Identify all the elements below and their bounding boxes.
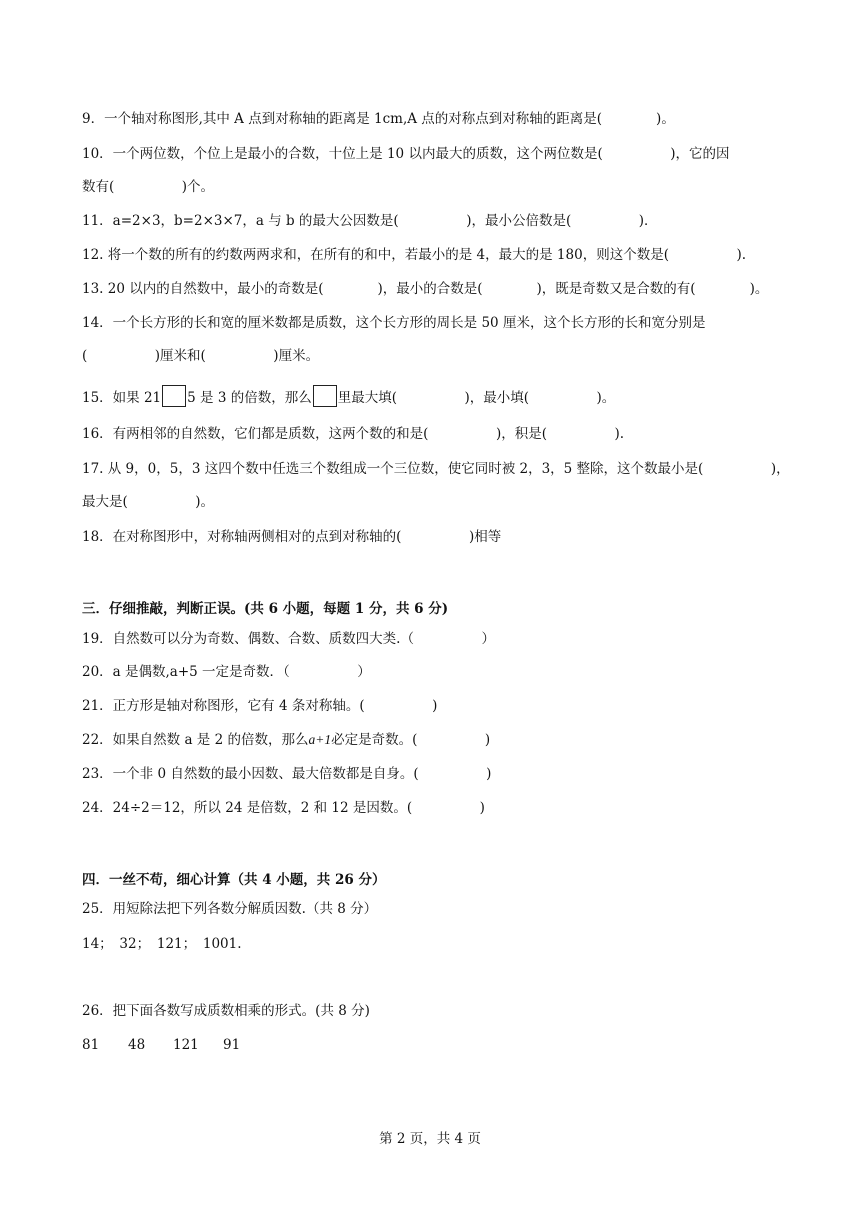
question-17-line-1: 17. 从 9，0，5，3 这四个数中任选三个数组成一个三位数，使它同时被 2，3，5 整除，这个数最小是( )，: [82, 461, 790, 477]
question-15-part-3: 里最大填( )，最小填( )。: [337, 390, 616, 406]
number-121: 121: [173, 1037, 199, 1053]
question-10-line-2: 数有( )个。: [82, 179, 215, 195]
question-19: 19．自然数可以分为奇数、偶数、合数、质数四大类.（ ）: [82, 631, 495, 647]
answer-box: [162, 385, 186, 407]
question-23: 23．一个非 0 自然数的最小因数、最大倍数都是自身。( ): [82, 766, 492, 782]
section-3-heading: 三．仔细推敲，判断正误。(共 6 小题，每题 1 分，共 6 分): [82, 601, 449, 617]
question-21: 21．正方形是轴对称图形，它有 4 条对称轴。( ): [82, 698, 438, 714]
number-48: 48: [128, 1037, 146, 1053]
question-13: 13. 20 以内的自然数中，最小的奇数是( )，最小的合数是( )，既是奇数又是合数的有( )。: [82, 281, 769, 297]
number-81: 81: [82, 1037, 100, 1053]
question-26-numbers: [82, 1036, 240, 1054]
question-12: 12. 将一个数的所有的约数两两求和，在所有的和中，若最小的是 4，最大的是 180，则这个数是( ).: [82, 247, 747, 263]
question-18: 18．在对称图形中，对称轴两侧相对的点到对称轴的( )相等: [82, 529, 502, 545]
question-11: 11．a=2×3，b=2×3×7，a 与 b 的最大公因数是( )，最小公倍数是( )．: [82, 213, 658, 229]
number-91: 91: [223, 1037, 241, 1053]
question-22-expression: a+1: [308, 732, 332, 747]
question-22-part-1: 22．如果自然数 a 是 2 的倍数，那么: [82, 732, 309, 748]
question-25: 25．用短除法把下列各数分解质因数.（共 8 分）: [82, 901, 378, 917]
question-14-line-1: 14．一个长方形的长和宽的厘米数都是质数，这个长方形的周长是 50 厘米，这个长方形的长和宽分别是: [82, 315, 706, 331]
question-15-part-2: 5 是 3 的倍数，那么: [187, 390, 312, 406]
question-9: 9．一个轴对称图形,其中 A 点到对称轴的距离是 1cm,A 点的对称点到对称轴的距离是( )。: [82, 111, 675, 127]
question-22: [82, 731, 490, 749]
question-10-line-1: 10．一个两位数，个位上是最小的合数，十位上是 10 以内最大的质数，这个两位数是( )，它的因: [82, 146, 730, 162]
question-25-numbers: 14； 32； 121； 1001.: [82, 936, 242, 952]
question-16: 16．有两相邻的自然数，它们都是质数，这两个数的和是( )，积是( ).: [82, 426, 625, 442]
question-14-line-2: ( )厘米和( )厘米。: [82, 348, 320, 364]
question-26: 26．把下面各数写成质数相乘的形式。(共 8 分): [82, 1003, 370, 1019]
question-15: [82, 385, 615, 407]
question-24: 24．24÷2＝12，所以 24 是倍数，2 和 12 是因数。( ): [82, 800, 485, 816]
answer-box: [313, 385, 337, 407]
question-22-part-2: 必定是奇数。( ): [331, 732, 491, 748]
section-4-heading: 四．一丝不苟，细心计算（共 4 小题，共 26 分）: [82, 872, 386, 888]
question-20: 20．a 是偶数,a+5 一定是奇数．（ ）: [82, 664, 371, 680]
question-15-part-1: 15．如果 21: [82, 390, 162, 406]
page-footer: 第 2 页，共 4 页: [379, 1131, 481, 1147]
question-17-line-2: 最大是( )。: [82, 494, 215, 510]
